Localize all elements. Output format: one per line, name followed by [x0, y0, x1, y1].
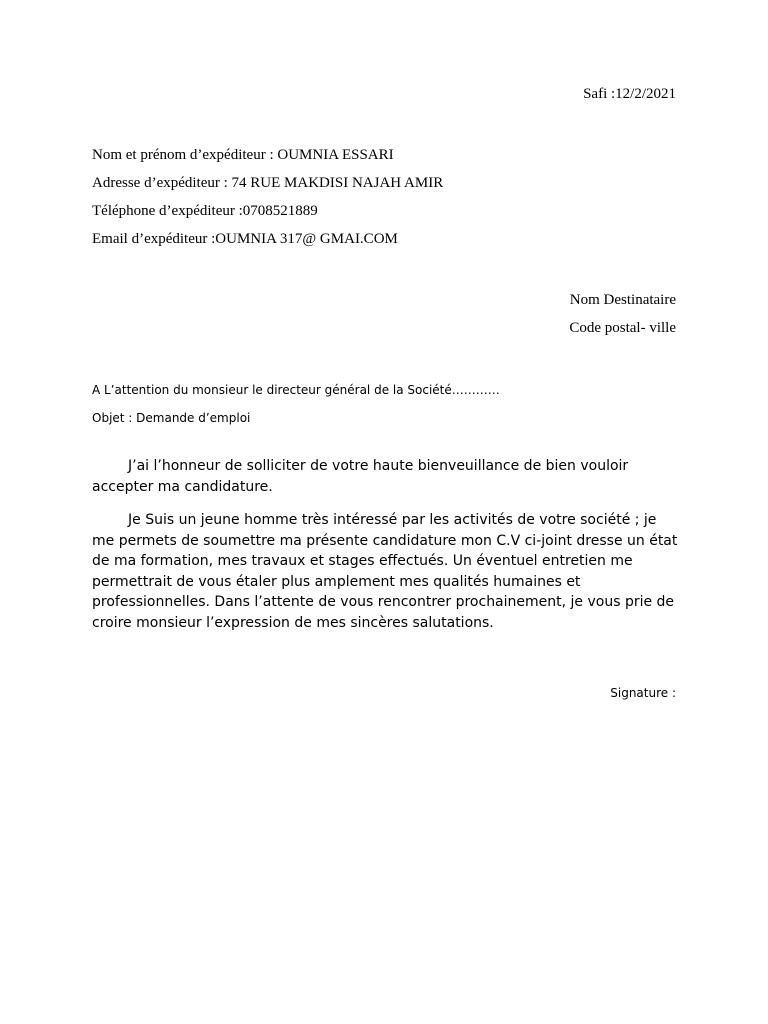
date-line: Safi :12/2/2021 [583, 86, 676, 102]
body-paragraph-2 [92, 510, 682, 633]
body-paragraph-2-text: Je Suis un jeune homme très intéressé par les activités de votre société ; je me permets de soumettre ma présente candidature mon C.V ci-joint dresse un état de ma formation, mes travaux et stages effectués. Un éventuel entretien me permettrait de vous étaler plus amplement mes qualités humaines et professionnelles. Dans l’attente de vous rencontrer prochainement, je vous prie de croire monsieur l’expression de mes sincères salutations. [92, 512, 678, 631]
recipient-city-line: Code postal- ville [569, 320, 676, 336]
sender-email-line: Email d’expéditeur :OUMNIA 317@ GMAI.COM [92, 231, 398, 247]
sender-phone-line: Téléphone d’expéditeur :0708521889 [92, 203, 318, 219]
signature-label: Signature : [610, 686, 676, 700]
attention-line: A L’attention du monsieur le directeur général de la Société………… [92, 383, 500, 397]
sender-address-line: Adresse d’expéditeur : 74 RUE MAKDISI NAJAH AMIR [92, 175, 444, 191]
body-paragraph-1 [92, 456, 682, 497]
subject-line: Objet : Demande d’emploi [92, 411, 251, 425]
body-paragraph-1-text: J’ai l’honneur de solliciter de votre haute bienveuillance de bien vouloir accepter ma candidature. [92, 458, 629, 495]
sender-name-line: Nom et prénom d’expéditeur : OUMNIA ESSARI [92, 147, 394, 163]
recipient-name-line: Nom Destinataire [569, 292, 676, 308]
